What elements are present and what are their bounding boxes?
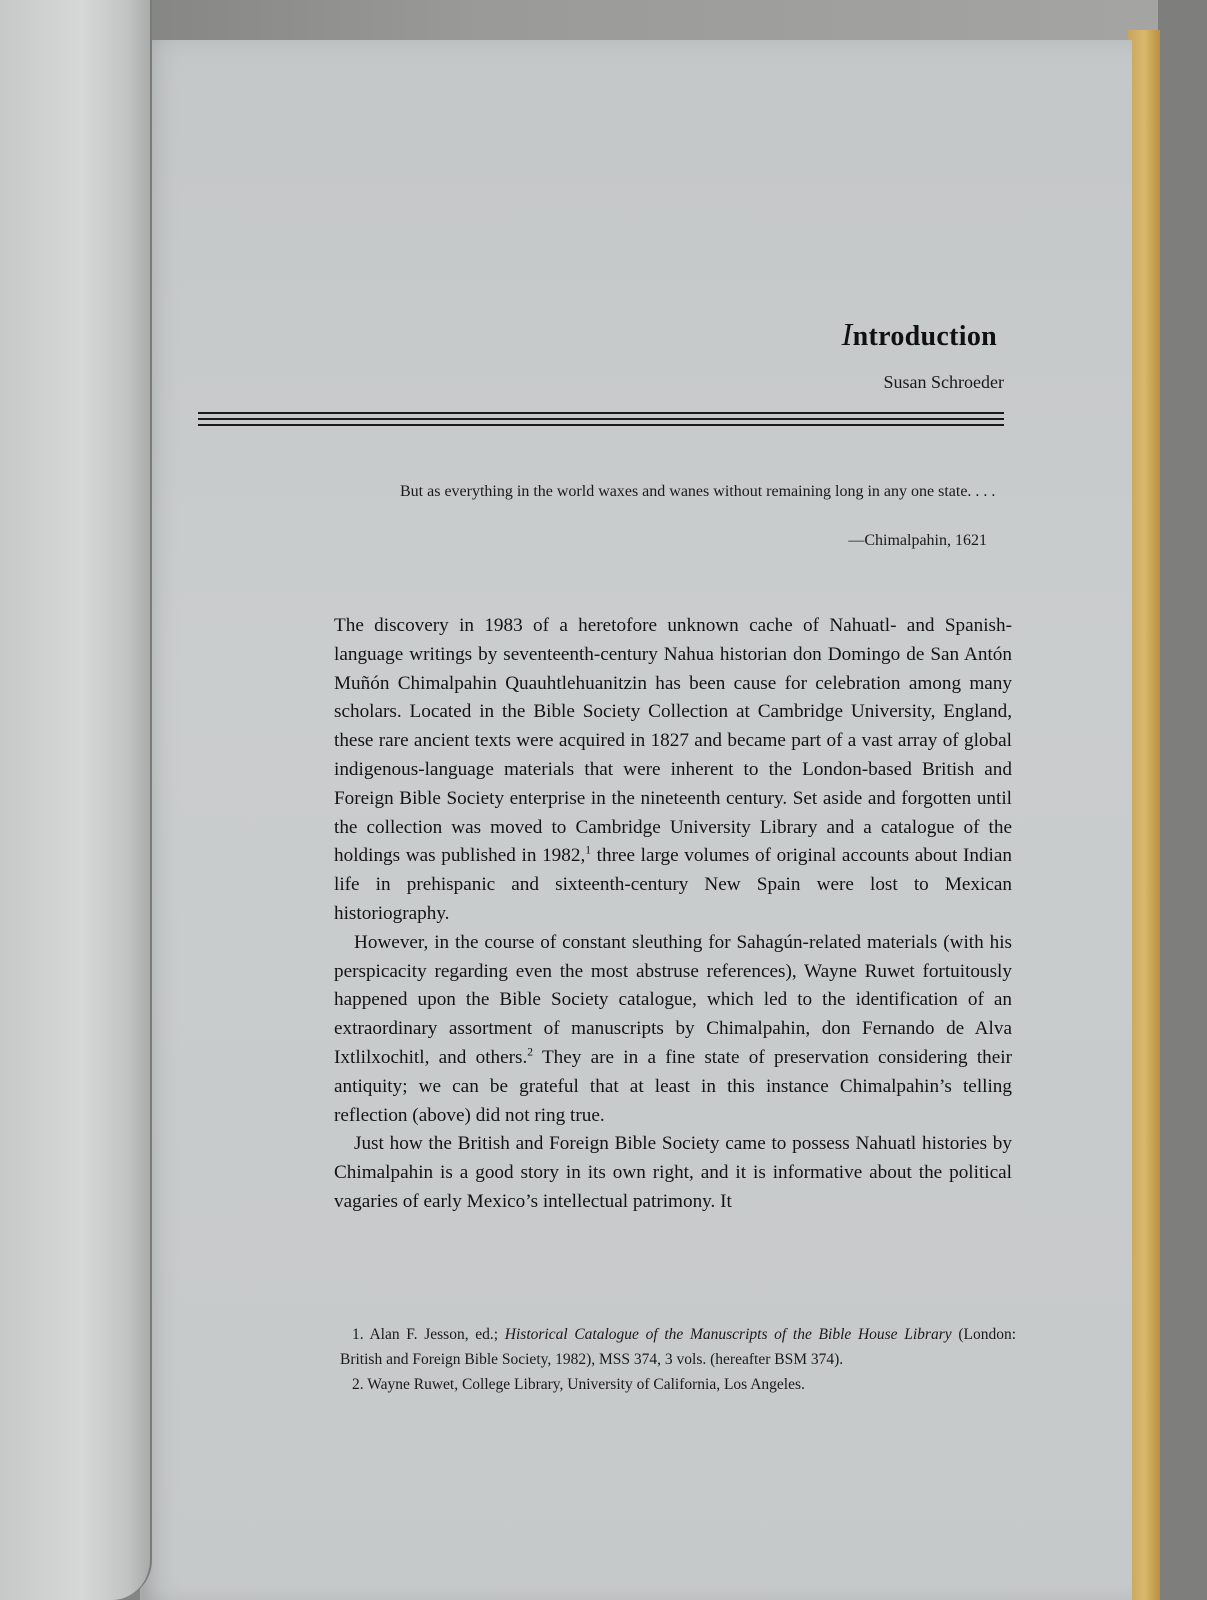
footnote-1-suffix: (London: British and Foreign Bible Society, 1982), MSS 374, 3 vols. (hereafter BSM 374). — [340, 1326, 1017, 1368]
title-rule-top — [198, 412, 1004, 414]
book-cover-edge — [1128, 30, 1160, 1600]
chapter-author: Susan Schroeder — [883, 372, 1004, 392]
footnote-ref-1[interactable]: 1 — [585, 844, 592, 857]
paragraph-2 — [334, 929, 1012, 1131]
paragraph-1 — [334, 612, 1012, 929]
chapter-title — [842, 316, 997, 353]
footnote-1-prefix: 1. Alan F. Jesson, ed.; — [352, 1326, 505, 1343]
body-text — [334, 612, 1012, 1217]
footnote-2: 2. Wayne Ruwet, College Library, University of California, Los Angeles. — [352, 1376, 805, 1393]
paragraph-1-text-b: three large volumes of original accounts about Indian life in prehispanic and sixteenth-century New Spain were lost to Mexican historiography. — [334, 845, 1012, 924]
epigraph-quote: But as everything in the world waxes and wanes without remaining long in any one state. . . . — [400, 483, 996, 500]
paragraph-2-text-a: However, in the course of constant sleuthing for Sahagún-related materials (with his perspicacity regarding even the most abstruse references), Wayne Ruwet fortuitously happened upon the Bible Society catalogue, which led to the identification of an extraordinary assortment of manuscripts by Chimalpahin, don Fernando de Alva Ixtlilxochitl, and others. — [334, 931, 1012, 1068]
footnote-ref-2[interactable]: 2 — [527, 1046, 534, 1059]
footnotes — [340, 1322, 1016, 1397]
facing-page — [0, 0, 152, 1600]
footnote-1-title: Historical Catalogue of the Manuscripts of the Bible House Library — [504, 1326, 952, 1343]
footnote-1 — [340, 1322, 1016, 1372]
paragraph-2-text-b: They are in a fine state of preservation considering their antiquity; we can be grateful that at least in this instance Chimalpahin’s telling reflection (above) did not ring true. — [334, 1046, 1012, 1126]
paragraph-3: Just how the British and Foreign Bible Society came to possess Nahuatl histories by Chimalpahin is a good story in its own right, and it is informative about the political vagaries of early Mexico’s intellectual patrimony. It — [334, 1133, 1012, 1212]
title-rule-middle — [198, 418, 1004, 420]
title-rule-bottom — [198, 424, 1004, 426]
chapter-title-initial: I — [841, 316, 853, 352]
chapter-title-rest: ntroduction — [852, 321, 997, 352]
table-edge — [1158, 0, 1207, 1600]
epigraph-attribution: —Chimalpahin, 1621 — [848, 532, 987, 549]
paragraph-1-text-a: The discovery in 1983 of a heretofore unknown cache of Nahuatl- and Spanish-language writings by seventeenth-century Nahua historian don Domingo de San Antón Muñón Chimalpahin Quauhtlehuanitzin has been cause for celebration among many scholars. Located in the Bible Society Collection at Cambridge University, England, these rare ancient texts were acquired in 1827 and became part of a vast array of global indigenous-language materials that were inherent to the London-based British and Foreign Bible Society enterprise in the nineteenth century. Set aside and forgotten until the collection was moved to Cambridge University Library and a catalogue of the holdings was published in 1982, — [334, 615, 1012, 867]
